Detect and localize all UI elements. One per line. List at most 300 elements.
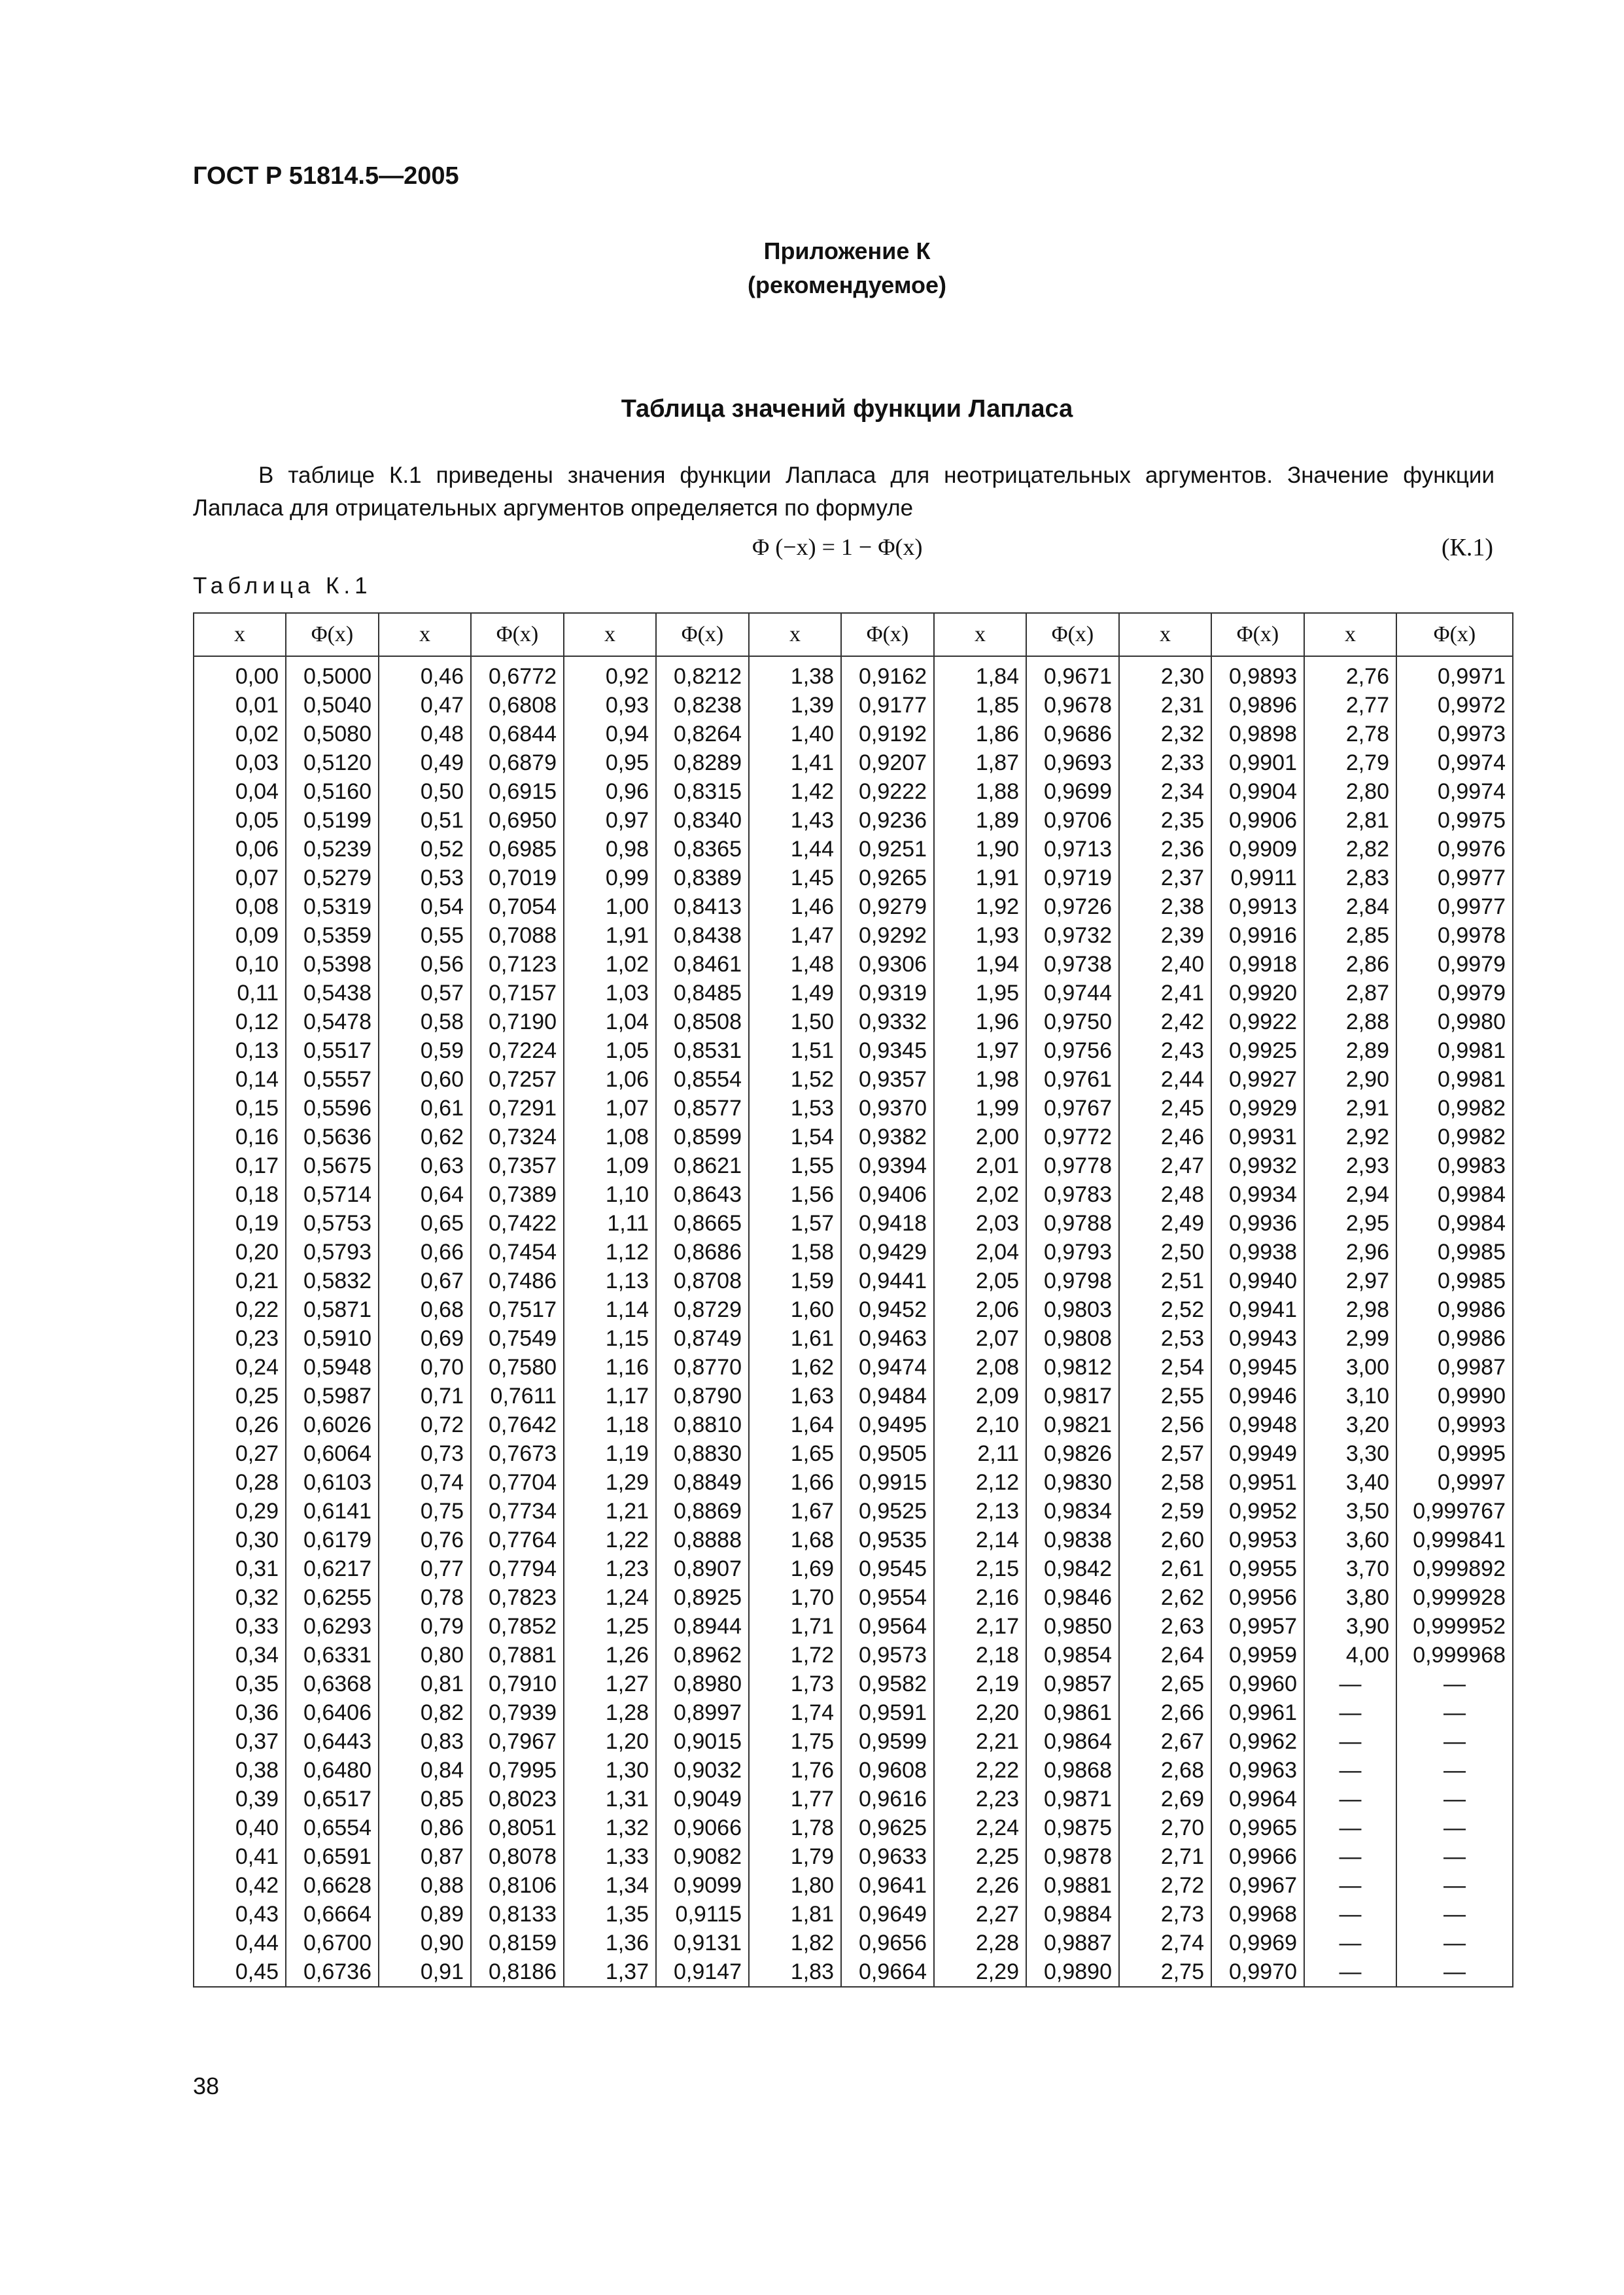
table-cell: 2,62	[1119, 1583, 1211, 1612]
table-cell: 0,9066	[656, 1813, 749, 1842]
table-cell: 0,6700	[286, 1929, 379, 1957]
table-cell: 0,64	[379, 1180, 471, 1209]
table-cell: 1,37	[564, 1957, 656, 1987]
laplace-table	[193, 612, 1513, 1988]
table-cell: 0,9671	[1026, 656, 1119, 691]
table-cell: 2,37	[1119, 864, 1211, 892]
table-cell: 0,86	[379, 1813, 471, 1842]
table-cell: 0,65	[379, 1209, 471, 1238]
table-cell: 0,7389	[471, 1180, 564, 1209]
table-cell: 0,22	[194, 1295, 286, 1324]
table-cell: 2,33	[1119, 748, 1211, 777]
table-cell: 0,9192	[841, 720, 934, 748]
table-cell: 0,9744	[1026, 979, 1119, 1007]
table-cell: 0,9162	[841, 656, 934, 691]
table-cell: 0,40	[194, 1813, 286, 1842]
table-cell: 0,32	[194, 1583, 286, 1612]
table-cell: 0,9986	[1396, 1295, 1513, 1324]
table-cell: 0,8365	[656, 835, 749, 864]
table-cell: 1,67	[749, 1497, 841, 1526]
table-cell: 1,95	[934, 979, 1026, 1007]
table-cell: 0,7704	[471, 1468, 564, 1497]
table-cell: 2,49	[1119, 1209, 1211, 1238]
table-cell: 0,27	[194, 1439, 286, 1468]
table-cell: 2,93	[1304, 1151, 1396, 1180]
table-cell: 0,8621	[656, 1151, 749, 1180]
table-cell: 0,75	[379, 1497, 471, 1526]
table-cell: 1,75	[749, 1727, 841, 1756]
table-cell: 0,9370	[841, 1094, 934, 1123]
table-row	[194, 720, 1513, 748]
table-cell: 0,9131	[656, 1929, 749, 1957]
table-cell: 2,55	[1119, 1382, 1211, 1410]
table-cell: 0,9817	[1026, 1382, 1119, 1410]
table-cell: 0,9222	[841, 777, 934, 806]
table-row	[194, 1957, 1513, 1987]
table-cell: 2,51	[1119, 1267, 1211, 1295]
table-cell: 0,9306	[841, 950, 934, 979]
table-cell: 0,9985	[1396, 1267, 1513, 1295]
table-cell: 0,5239	[286, 835, 379, 864]
table-cell: 0,6950	[471, 806, 564, 835]
table-cell: 0,7257	[471, 1065, 564, 1094]
table-cell: —	[1304, 1957, 1396, 1987]
table-cell: 2,13	[934, 1497, 1026, 1526]
table-cell: 2,76	[1304, 656, 1396, 691]
table-cell: 0,5438	[286, 979, 379, 1007]
table-cell: 0,9927	[1211, 1065, 1304, 1094]
table-cell: 0,9418	[841, 1209, 934, 1238]
table-cell: 0,5160	[286, 777, 379, 806]
table-cell: 0,9938	[1211, 1238, 1304, 1267]
table-cell: 1,09	[564, 1151, 656, 1180]
table-cell: —	[1304, 1756, 1396, 1785]
table-cell: 0,8888	[656, 1526, 749, 1554]
table-cell: 0,94	[564, 720, 656, 748]
table-cell: 0,8554	[656, 1065, 749, 1094]
table-row	[194, 979, 1513, 1007]
table-cell: 2,87	[1304, 979, 1396, 1007]
table-cell: 2,61	[1119, 1554, 1211, 1583]
table-cell: 0,39	[194, 1785, 286, 1813]
table-cell: 0,8485	[656, 979, 749, 1007]
table-cell: 0,6064	[286, 1439, 379, 1468]
table-cell: 0,43	[194, 1900, 286, 1929]
table-cell: 0,7611	[471, 1382, 564, 1410]
table-cell: 0,9906	[1211, 806, 1304, 835]
table-row	[194, 1209, 1513, 1238]
table-cell: 1,33	[564, 1842, 656, 1871]
table-cell: 0,9945	[1211, 1353, 1304, 1382]
table-cell: 1,77	[749, 1785, 841, 1813]
table-cell: 0,9251	[841, 835, 934, 864]
table-cell: 1,26	[564, 1641, 656, 1670]
table-cell: 0,37	[194, 1727, 286, 1756]
table-cell: 1,06	[564, 1065, 656, 1094]
table-cell: 0,19	[194, 1209, 286, 1238]
table-cell: 2,79	[1304, 748, 1396, 777]
table-cell: 0,8790	[656, 1382, 749, 1410]
table-cell: 1,99	[934, 1094, 1026, 1123]
table-row	[194, 806, 1513, 835]
table-cell: 0,9429	[841, 1238, 934, 1267]
table-cell: 1,82	[749, 1929, 841, 1957]
table-cell: 0,9960	[1211, 1670, 1304, 1698]
table-cell: 0,9838	[1026, 1526, 1119, 1554]
table-cell: 0,9940	[1211, 1267, 1304, 1295]
table-cell: 0,8289	[656, 748, 749, 777]
table-cell: 0,28	[194, 1468, 286, 1497]
table-cell: 2,67	[1119, 1727, 1211, 1756]
table-cell: 0,9686	[1026, 720, 1119, 748]
table-cell: 0,83	[379, 1727, 471, 1756]
table-cell: 1,56	[749, 1180, 841, 1209]
table-cell: 1,36	[564, 1929, 656, 1957]
table-cell: 0,8869	[656, 1497, 749, 1526]
table-cell: 1,22	[564, 1526, 656, 1554]
table-cell: 0,91	[379, 1957, 471, 1987]
table-cell: 0,6406	[286, 1698, 379, 1727]
table-cell: 0,48	[379, 720, 471, 748]
table-cell: 0,9812	[1026, 1353, 1119, 1382]
table-cell: 0,9463	[841, 1324, 934, 1353]
table-cell: 0,71	[379, 1382, 471, 1410]
table-cell: —	[1304, 1900, 1396, 1929]
table-cell: 0,9554	[841, 1583, 934, 1612]
table-cell: 1,38	[749, 656, 841, 691]
table-cell: 0,9881	[1026, 1871, 1119, 1900]
table-cell: —	[1304, 1785, 1396, 1813]
table-row	[194, 864, 1513, 892]
table-cell: 0,60	[379, 1065, 471, 1094]
table-cell: 0,9772	[1026, 1123, 1119, 1151]
table-cell: 0,07	[194, 864, 286, 892]
table-cell: 1,70	[749, 1583, 841, 1612]
table-cell: 0,8925	[656, 1583, 749, 1612]
table-cell: 0,9573	[841, 1641, 934, 1670]
table-cell: 1,19	[564, 1439, 656, 1468]
table-header-cell: Φ(x)	[656, 613, 749, 656]
table-cell: 0,9842	[1026, 1554, 1119, 1583]
table-cell: 0,26	[194, 1410, 286, 1439]
table-header-cell: Φ(x)	[841, 613, 934, 656]
table-cell: 2,46	[1119, 1123, 1211, 1151]
table-cell: 1,23	[564, 1554, 656, 1583]
table-cell: 0,999892	[1396, 1554, 1513, 1583]
table-cell: 0,9913	[1211, 892, 1304, 921]
table-cell: 1,84	[934, 656, 1026, 691]
table-cell: 0,9974	[1396, 777, 1513, 806]
table-cell: 0,9798	[1026, 1267, 1119, 1295]
table-cell: 0,6591	[286, 1842, 379, 1871]
table-cell: 0,9726	[1026, 892, 1119, 921]
table-cell: 0,61	[379, 1094, 471, 1123]
table-cell: 0,9961	[1211, 1698, 1304, 1727]
table-cell: 1,17	[564, 1382, 656, 1410]
table-cell: 0,8340	[656, 806, 749, 835]
table-cell: 0,8389	[656, 864, 749, 892]
table-cell: 0,7088	[471, 921, 564, 950]
table-cell: 0,9706	[1026, 806, 1119, 835]
table-cell: 0,67	[379, 1267, 471, 1295]
table-cell: 0,9918	[1211, 950, 1304, 979]
table-cell: 0,69	[379, 1324, 471, 1353]
table-cell: 0,77	[379, 1554, 471, 1583]
table-cell: 0,59	[379, 1036, 471, 1065]
table-cell: 1,15	[564, 1324, 656, 1353]
table-cell: 2,53	[1119, 1324, 1211, 1353]
table-cell: 0,7642	[471, 1410, 564, 1439]
table-cell: 0,6554	[286, 1813, 379, 1842]
table-cell: 0,9032	[656, 1756, 749, 1785]
formula: Φ (−x) = 1 − Φ(x)	[752, 534, 923, 560]
table-cell: 0,82	[379, 1698, 471, 1727]
table-row	[194, 1698, 1513, 1727]
table-cell: 0,9382	[841, 1123, 934, 1151]
table-cell: 2,91	[1304, 1094, 1396, 1123]
table-cell: 2,83	[1304, 864, 1396, 892]
table-cell: 0,9846	[1026, 1583, 1119, 1612]
table-cell: 0,9981	[1396, 1065, 1513, 1094]
table-cell: 2,45	[1119, 1094, 1211, 1123]
intro-line-1: В таблице К.1 приведены значения функции Лапласа для неотрицательных аргументов. Значение функции	[258, 463, 1494, 488]
table-cell: 1,07	[564, 1094, 656, 1123]
table-cell: 0,33	[194, 1612, 286, 1641]
table-cell: 3,00	[1304, 1353, 1396, 1382]
table-cell: 2,06	[934, 1295, 1026, 1324]
table-cell: 2,09	[934, 1382, 1026, 1410]
table-cell: 0,6985	[471, 835, 564, 864]
table-cell: 0,9982	[1396, 1094, 1513, 1123]
table-cell: 0,8133	[471, 1900, 564, 1929]
table-cell: —	[1304, 1929, 1396, 1957]
table-cell: 0,9915	[841, 1468, 934, 1497]
table-cell: 0,5675	[286, 1151, 379, 1180]
table-cell: 0,9893	[1211, 656, 1304, 691]
table-row	[194, 1007, 1513, 1036]
table-cell: 0,49	[379, 748, 471, 777]
table-cell: 1,74	[749, 1698, 841, 1727]
table-cell: 2,38	[1119, 892, 1211, 921]
table-cell: 1,53	[749, 1094, 841, 1123]
table-cell: 0,9505	[841, 1439, 934, 1468]
appendix-subtitle: (рекомендуемое)	[748, 272, 946, 298]
table-cell: 0,97	[564, 806, 656, 835]
table-cell: 0,9699	[1026, 777, 1119, 806]
table-cell: 0,9830	[1026, 1468, 1119, 1497]
table-cell: 0,8264	[656, 720, 749, 748]
table-cell: 0,9177	[841, 691, 934, 720]
table-cell: 0,68	[379, 1295, 471, 1324]
table-cell: 2,74	[1119, 1929, 1211, 1957]
table-cell: 0,8997	[656, 1698, 749, 1727]
table-cell: —	[1304, 1813, 1396, 1842]
table-cell: 1,94	[934, 950, 1026, 979]
table-cell: 0,9861	[1026, 1698, 1119, 1727]
table-cell: 0,6808	[471, 691, 564, 720]
table-cell: 0,8962	[656, 1641, 749, 1670]
table-cell: 0,44	[194, 1929, 286, 1957]
table-cell: 0,6664	[286, 1900, 379, 1929]
table-cell: 0,41	[194, 1842, 286, 1871]
table-row	[194, 950, 1513, 979]
table-cell: 0,9949	[1211, 1439, 1304, 1468]
table-cell: 1,31	[564, 1785, 656, 1813]
table-cell: 0,98	[564, 835, 656, 864]
table-row	[194, 1324, 1513, 1353]
table-cell: 2,92	[1304, 1123, 1396, 1151]
table-cell: 2,30	[1119, 656, 1211, 691]
table-cell: 2,88	[1304, 1007, 1396, 1036]
table-cell: 0,5948	[286, 1353, 379, 1382]
table-cell: 1,86	[934, 720, 1026, 748]
table-cell: 0,9850	[1026, 1612, 1119, 1641]
table-cell: 0,9984	[1396, 1180, 1513, 1209]
table-cell: 0,9934	[1211, 1180, 1304, 1209]
table-cell: 0,9357	[841, 1065, 934, 1094]
table-cell: 0,6628	[286, 1871, 379, 1900]
table-cell: 2,64	[1119, 1641, 1211, 1670]
table-cell: 0,9664	[841, 1957, 934, 1987]
table-cell: 0,9975	[1396, 806, 1513, 835]
table-cell: —	[1304, 1871, 1396, 1900]
table-cell: 2,00	[934, 1123, 1026, 1151]
table-cell: 1,78	[749, 1813, 841, 1842]
table-cell: 0,7357	[471, 1151, 564, 1180]
table-header-cell: x	[934, 613, 1026, 656]
table-cell: 0,8665	[656, 1209, 749, 1238]
table-cell: 0,89	[379, 1900, 471, 1929]
table-cell: 0,8907	[656, 1554, 749, 1583]
table-cell: 0,8531	[656, 1036, 749, 1065]
table-cell: 1,32	[564, 1813, 656, 1842]
table-cell: 1,03	[564, 979, 656, 1007]
table-cell: 0,15	[194, 1094, 286, 1123]
table-row	[194, 1670, 1513, 1698]
table-cell: 1,65	[749, 1439, 841, 1468]
table-cell: 0,24	[194, 1353, 286, 1382]
table-cell: 1,88	[934, 777, 1026, 806]
table-cell: 0,6443	[286, 1727, 379, 1756]
table-cell: 2,70	[1119, 1813, 1211, 1842]
table-cell: 1,89	[934, 806, 1026, 835]
table-cell: 0,9015	[656, 1727, 749, 1756]
table-cell: 0,9319	[841, 979, 934, 1007]
table-cell: 2,54	[1119, 1353, 1211, 1382]
table-cell: 2,03	[934, 1209, 1026, 1238]
table-cell: 0,9625	[841, 1813, 934, 1842]
table-cell: 0,5753	[286, 1209, 379, 1238]
table-cell: 0,5000	[286, 656, 379, 691]
table-cell: 0,66	[379, 1238, 471, 1267]
table-cell: 0,9564	[841, 1612, 934, 1641]
table-cell: 2,81	[1304, 806, 1396, 835]
table-cell: 0,9995	[1396, 1439, 1513, 1468]
table-cell: 0,9803	[1026, 1295, 1119, 1324]
table-cell: 0,9916	[1211, 921, 1304, 950]
table-cell: 2,97	[1304, 1267, 1396, 1295]
table-cell: 0,63	[379, 1151, 471, 1180]
table-cell: 0,8238	[656, 691, 749, 720]
table-cell: 0,76	[379, 1526, 471, 1554]
table-row	[194, 1382, 1513, 1410]
table-cell: 0,5398	[286, 950, 379, 979]
table-cell: 0,5793	[286, 1238, 379, 1267]
table-cell: 2,26	[934, 1871, 1026, 1900]
table-cell: 0,9977	[1396, 892, 1513, 921]
table-cell: 0,9990	[1396, 1382, 1513, 1410]
table-cell: 0,999841	[1396, 1526, 1513, 1554]
table-cell: 0,7764	[471, 1526, 564, 1554]
table-cell: 0,62	[379, 1123, 471, 1151]
table-cell: 0,80	[379, 1641, 471, 1670]
doc-code: ГОСТ Р 51814.5—2005	[193, 162, 459, 190]
table-cell: 0,9788	[1026, 1209, 1119, 1238]
table-cell: 0,7910	[471, 1670, 564, 1698]
table-cell: 0,9778	[1026, 1151, 1119, 1180]
table-cell: 1,30	[564, 1756, 656, 1785]
table-cell: 0,5478	[286, 1007, 379, 1036]
table-cell: 1,11	[564, 1209, 656, 1238]
table-row	[194, 921, 1513, 950]
table-cell: 1,05	[564, 1036, 656, 1065]
table-cell: 0,8708	[656, 1267, 749, 1295]
table-cell: 1,46	[749, 892, 841, 921]
table-cell: 2,36	[1119, 835, 1211, 864]
table-cell: 0,6368	[286, 1670, 379, 1698]
table-cell: 2,12	[934, 1468, 1026, 1497]
table-cell: 1,93	[934, 921, 1026, 950]
table-row	[194, 1756, 1513, 1785]
table-cell: 0,9875	[1026, 1813, 1119, 1842]
table-cell: 0,20	[194, 1238, 286, 1267]
table-cell: 0,9977	[1396, 864, 1513, 892]
table-cell: 2,15	[934, 1554, 1026, 1583]
table-cell: 0,12	[194, 1007, 286, 1036]
table-row	[194, 691, 1513, 720]
table-cell: 0,11	[194, 979, 286, 1007]
table-cell: 0,00	[194, 656, 286, 691]
table-cell: 0,7291	[471, 1094, 564, 1123]
table-cell: 1,48	[749, 950, 841, 979]
table-cell: 0,9591	[841, 1698, 934, 1727]
table-cell: 2,11	[934, 1439, 1026, 1468]
table-cell: 2,47	[1119, 1151, 1211, 1180]
table-cell: 0,5040	[286, 691, 379, 720]
table-cell: 0,9983	[1396, 1151, 1513, 1180]
table-cell: 0,90	[379, 1929, 471, 1957]
table-cell: 0,9967	[1211, 1871, 1304, 1900]
table-row	[194, 1641, 1513, 1670]
table-header-row	[194, 613, 1513, 656]
table-cell: 0,9207	[841, 748, 934, 777]
table-cell: 0,5279	[286, 864, 379, 892]
table-cell: 0,7995	[471, 1756, 564, 1785]
table-cell: —	[1396, 1900, 1513, 1929]
table-cell: 0,35	[194, 1670, 286, 1698]
table-cell: 2,31	[1119, 691, 1211, 720]
table-cell: 0,5319	[286, 892, 379, 921]
table-cell: 0,46	[379, 656, 471, 691]
table-cell: 0,5636	[286, 1123, 379, 1151]
table-cell: 0,7734	[471, 1497, 564, 1526]
table-cell: 2,98	[1304, 1295, 1396, 1324]
table-cell: 1,16	[564, 1353, 656, 1382]
table-row	[194, 1785, 1513, 1813]
table-cell: 0,9911	[1211, 864, 1304, 892]
table-cell: 0,31	[194, 1554, 286, 1583]
table-cell: 0,5557	[286, 1065, 379, 1094]
